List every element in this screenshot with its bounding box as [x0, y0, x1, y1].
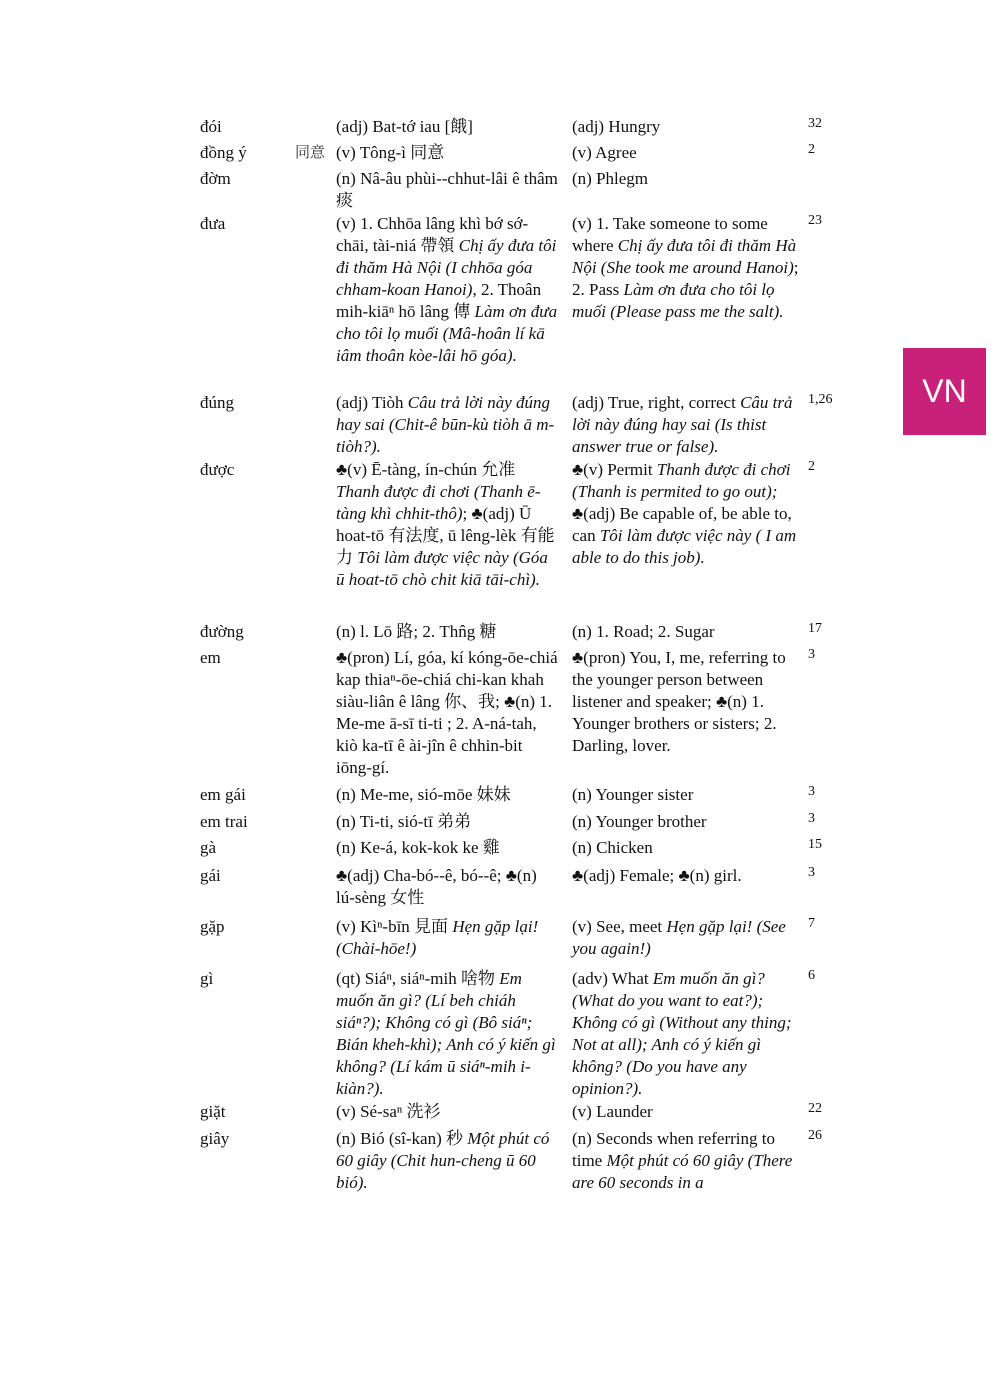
- headword: đường: [200, 622, 244, 641]
- definition-segment: (adj) Bat-tớ iau [餓]: [336, 117, 473, 136]
- taiwanese-definition: [336, 1128, 558, 1194]
- headword: em: [200, 648, 221, 667]
- english-definition: [572, 647, 806, 757]
- definition-segment: (n) Phlegm: [572, 169, 649, 188]
- headword: đưa: [200, 214, 226, 233]
- taiwanese-definition: [336, 213, 558, 367]
- page-reference: 23: [808, 213, 822, 228]
- page-reference: 17: [808, 621, 822, 636]
- definition-segment: ♣(adj) Cha-bó--ê, bó--ê; ♣(n) lú-sèng 女性: [336, 866, 537, 907]
- definition-segment: Một phút có 60 giây (There are 60 seconds in a: [572, 1151, 793, 1192]
- definition-segment: Em muốn ăn gì? (What do you want to eat?); Không có gì (Without any thing; Not at all); Anh có ý kiến gì không? (Do you have any opinion?).: [572, 969, 792, 1098]
- section-tab-vn: [903, 348, 986, 435]
- page-reference: 3: [808, 647, 815, 662]
- definition-segment: ; 2. Pass: [572, 258, 799, 299]
- taiwanese-definition: [336, 168, 558, 212]
- headword: gái: [200, 866, 221, 885]
- definition-segment: (adv) What: [572, 969, 653, 988]
- english-definition: [572, 1101, 806, 1123]
- definition-segment: Câu trả lời này đúng hay sai (Chit-ê būn-kù tiòh ā m-tiòh?).: [336, 393, 555, 456]
- definition-segment: ; ♣(adj) Ū hoat-tō 有法度, ū lêng-lèk 有能力: [336, 504, 555, 567]
- definition-segment: ♣(pron) You, I, me, referring to the younger person between listener and speaker; ♣(n) 1. Younger brothers or sisters; 2. Darling, lover.: [572, 648, 786, 755]
- page-reference: 3: [808, 865, 815, 880]
- headword: giây: [200, 1129, 230, 1148]
- definition-segment: Hẹn gặp lại! (See you again!): [572, 917, 786, 958]
- english-definition: [572, 621, 806, 643]
- headword: gì: [200, 969, 214, 988]
- headword: gặp: [200, 917, 225, 936]
- headword: đói: [200, 117, 222, 136]
- definition-segment: Câu trả lời này đúng hay sai (Is thist answer true or false).: [572, 393, 793, 456]
- definition-segment: (n) Younger brother: [572, 812, 707, 831]
- taiwanese-definition: [336, 837, 558, 859]
- definition-segment: (n) Younger sister: [572, 785, 694, 804]
- page-reference: 32: [808, 116, 822, 131]
- definition-segment: Một phút có 60 giây (Chit hun-cheng ū 60 bió).: [336, 1129, 550, 1192]
- headword: đồng ý: [200, 143, 247, 162]
- page-reference: 3: [808, 811, 815, 826]
- taiwanese-definition: [336, 647, 558, 779]
- definition-segment: Làm ơn đưa cho tôi lọ muối (Please pass me the salt).: [572, 280, 784, 321]
- definition-segment: ♣(v) Permit: [572, 460, 657, 479]
- page-reference: 2: [808, 459, 815, 474]
- headword: đờm: [200, 169, 231, 188]
- page-reference: 22: [808, 1101, 822, 1116]
- english-definition: [572, 1128, 806, 1194]
- page-reference: 2: [808, 142, 815, 157]
- definition-segment: (v) 1. Take someone to some where: [572, 214, 768, 255]
- definition-segment: ♣(adj) Be capable of, be able to, can: [572, 504, 792, 545]
- english-definition: [572, 865, 806, 887]
- definition-segment: (qt) Siáⁿ, siáⁿ-mih 啥物: [336, 969, 500, 988]
- definition-segment: (n) l. Lō 路; 2. Thn̂g 糖: [336, 622, 497, 641]
- definition-segment: (adj) Hungry: [572, 117, 661, 136]
- section-tab-label: VN: [922, 373, 967, 409]
- headword: em gái: [200, 785, 246, 804]
- english-definition: [572, 968, 806, 1100]
- definition-segment: (n) 1. Road; 2. Sugar: [572, 622, 715, 641]
- headword: đúng: [200, 393, 234, 412]
- definition-segment: Thanh được đi chơi (Thanh ē-tàng khì chhit-thô): [336, 482, 541, 523]
- english-definition: [572, 213, 806, 323]
- definition-segment: (n) Me-me, sió-mōe 妹妹: [336, 785, 511, 804]
- definition-segment: (n) Nâ-âu phùi--chhut-lâi ê thâm 痰: [336, 169, 558, 210]
- taiwanese-definition: [336, 784, 558, 806]
- english-definition: [572, 459, 806, 569]
- taiwanese-definition: [336, 392, 558, 458]
- definition-segment: (adj) Tiòh: [336, 393, 408, 412]
- definition-segment: Tôi làm được việc này ( I am able to do this job).: [572, 526, 797, 567]
- taiwanese-definition: [336, 116, 558, 138]
- taiwanese-definition: [336, 142, 558, 164]
- definition-segment: Chị ấy đưa tôi đi thăm Hà Nội (She took me around Hanoi): [572, 236, 797, 277]
- page-reference: 15: [808, 837, 822, 852]
- definition-segment: Thanh được đi chơi (Thanh is permited to go out);: [572, 460, 791, 501]
- english-definition: [572, 811, 806, 833]
- definition-segment: ♣(pron) Lí, góa, kí kóng-ōe-chiá kap thiaⁿ-ōe-chiá chi-kan khah siàu-liân ê lâng 你、我; ♣(n) 1. Me-me ā-sī ti-ti ; 2. A-ná-tah, kiò ka-tī ê ài-jîn ê chhin-bit iōng-gí.: [336, 648, 558, 777]
- definition-segment: Tôi làm được việc này (Góa ū hoat-tō chò chit kiā tāi-chì).: [336, 548, 548, 589]
- headword: được: [200, 460, 235, 479]
- definition-segment: (n) Ke-á, kok-kok ke 雞: [336, 838, 500, 857]
- definition-segment: (v) Kìⁿ-bīn 見面: [336, 917, 453, 936]
- definition-segment: Chị ấy đưa tôi đi thăm Hà Nội (I chhōa góa chham-koan Hanoi): [336, 236, 557, 299]
- headword: gà: [200, 838, 217, 857]
- english-definition: [572, 392, 806, 458]
- definition-segment: (v) Launder: [572, 1102, 653, 1121]
- definition-segment: ♣(v) Ē-tàng, ín-chún 允准: [336, 460, 516, 479]
- definition-segment: , 2. Thoân mih-kiāⁿ hō lâng 傳: [336, 280, 542, 321]
- page-reference: 7: [808, 916, 815, 931]
- page-reference: 3: [808, 784, 815, 799]
- definition-segment: ♣(adj) Female; ♣(n) girl.: [572, 866, 742, 885]
- definition-segment: (v) Sé-saⁿ 洗衫: [336, 1102, 441, 1121]
- definition-segment: (n) Bió (sî-kan) 秒: [336, 1129, 468, 1148]
- taiwanese-definition: [336, 865, 558, 909]
- taiwanese-definition: [336, 459, 558, 591]
- chinese-characters: 同意: [295, 145, 326, 161]
- english-definition: [572, 784, 806, 806]
- definition-segment: (v) 1. Chhōa lâng khì bớ sớ-chāi, tài-niá 帶領: [336, 214, 529, 255]
- definition-segment: (n) Seconds when referring to time: [572, 1129, 775, 1170]
- taiwanese-definition: [336, 811, 558, 833]
- english-definition: [572, 837, 806, 859]
- definition-segment: Em muốn ăn gì? (Lí beh chiáh siáⁿ?); Không có gì (Bô siáⁿ; Bián kheh-khì); Anh có ý kiến gì không? (Lí kám ū siáⁿ-mih i-kiàn?).: [336, 969, 556, 1098]
- english-definition: [572, 168, 806, 190]
- taiwanese-definition: [336, 621, 558, 643]
- english-definition: [572, 916, 806, 960]
- taiwanese-definition: [336, 916, 558, 960]
- page-reference: 1,26: [808, 392, 833, 407]
- english-definition: [572, 142, 806, 164]
- definition-segment: (n) Chicken: [572, 838, 653, 857]
- definition-segment: Hẹn gặp lại! (Chài-hōe!): [336, 917, 539, 958]
- english-definition: [572, 116, 806, 138]
- taiwanese-definition: [336, 968, 558, 1100]
- definition-segment: (n) Ti-ti, sió-tī 弟弟: [336, 812, 472, 831]
- definition-segment: (v) Agree: [572, 143, 637, 162]
- definition-segment: (adj) True, right, correct: [572, 393, 741, 412]
- headword: em trai: [200, 812, 248, 831]
- page-reference: 6: [808, 968, 815, 983]
- page-reference: 26: [808, 1128, 822, 1143]
- definition-segment: (v) See, meet: [572, 917, 667, 936]
- taiwanese-definition: [336, 1101, 558, 1123]
- definition-segment: (v) Tông-ì 同意: [336, 143, 445, 162]
- headword: giặt: [200, 1102, 226, 1121]
- definition-segment: Làm ơn đưa cho tôi lọ muối (Mâ-hoân lí kā iâm thoân kòe-lâi hō góa).: [336, 302, 558, 365]
